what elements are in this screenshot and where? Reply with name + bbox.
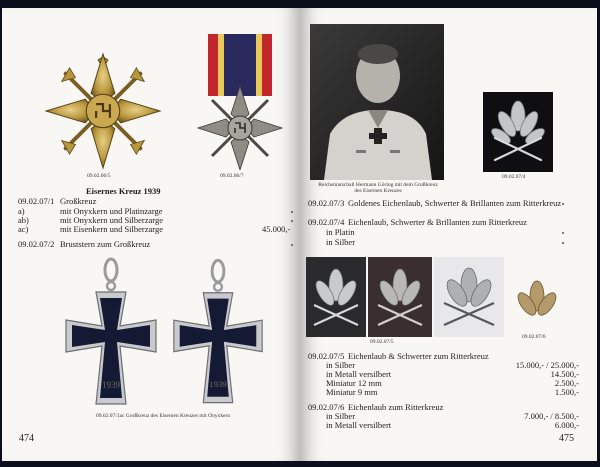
spanish-cross-ribbon-image [194, 32, 286, 170]
variant-label: ac) [18, 224, 29, 234]
bullet-dot [291, 244, 293, 246]
caption-spanish-cross-ribbon: 09.02.06/7 [220, 173, 244, 179]
bullet-dot [562, 232, 564, 234]
variant-label: a) [18, 206, 25, 216]
price-row-value: 6.000,- [554, 420, 579, 430]
entry-2-title: Bruststern zum Großkreuz [60, 239, 151, 249]
entry-5-title: Eichenlaub & Schwerter zum Ritterkreuz [348, 351, 489, 361]
entry-3-code: 09.02.07/3 [308, 198, 345, 208]
grand-cross-right-image [166, 256, 270, 408]
grand-cross-left-image [58, 256, 164, 408]
bullet-dot [562, 242, 564, 244]
entry-6-code: 09.02.07/6 [308, 402, 345, 412]
price-row-value: 7.000,- / 8.500,- [524, 411, 579, 421]
entry-4-title: Eichenlaub, Schwerter & Brillanten zum Ritterkreuz [348, 217, 527, 227]
caption-oakleaves-small: 09.02.07/6 [522, 334, 546, 340]
price-row-value: 1.500,- [554, 387, 579, 397]
bullet-dot [291, 220, 293, 222]
price-row-text: Miniatur 12 mm [326, 378, 382, 388]
price-row-value: 14.500,- [550, 369, 579, 379]
caption-oakleaves-top: 09.02.07/4 [502, 174, 526, 180]
variant-label: ab) [18, 215, 29, 225]
bullet-dot [562, 203, 564, 205]
cross-year-text: 1939 [209, 378, 227, 389]
price-row-text: in Silber [326, 360, 356, 370]
caption-goering: Reichsmarschall Hermann Göring mit dem Großkreuz des Eisernen Kreuzes [318, 182, 438, 195]
variant-text: mit Onyxkern und Platinzarge [60, 206, 163, 216]
section-heading: Eisernes Kreuz 1939 [86, 186, 161, 196]
entry-4-sub: in Platin [326, 227, 355, 237]
entry-5-code: 09.02.07/5 [308, 351, 345, 361]
oakleaves-swords-diamonds-image [483, 92, 553, 172]
spanish-cross-gold-image [44, 52, 162, 170]
oakleaves-photo-3 [434, 257, 504, 337]
entry-6-title: Eichenlaub zum Ritterkreuz [348, 402, 444, 412]
price-row-value: 2.500,- [554, 378, 579, 388]
entry-1-title: Großkreuz [60, 196, 97, 206]
entry-3-title: Goldenes Eichenlaub, Schwerter & Brillanten zum Ritterkreuz [348, 198, 562, 208]
oakleaves-small-image [510, 274, 564, 330]
right-page [300, 8, 597, 461]
entry-4-sub: in Silber [326, 237, 356, 247]
page-number-left: 474 [19, 433, 34, 444]
cross-year-text: 1939 [102, 380, 120, 390]
left-page [2, 8, 300, 461]
caption-grand-cross: 09.02.07/1ac Großkreuz des Eisernen Kreuzes mit Onyxkern [96, 413, 231, 419]
price-row-value: 15.000,- / 25.000,- [515, 360, 579, 370]
caption-spanish-cross-gold: 09.02.06/5 [87, 173, 111, 179]
entry-4-code: 09.02.07/4 [308, 217, 345, 227]
price-row-text: Miniatur 9 mm [326, 387, 378, 397]
price-row-text: in Silber [326, 411, 356, 421]
caption-oakleaves-row: 09.02.07/5 [370, 339, 394, 345]
entry-2-code: 09.02.07/2 [18, 239, 55, 249]
price-row-text: in Metall versilbert [326, 369, 392, 379]
entry-1-code: 09.02.07/1 [18, 196, 55, 206]
variant-text: mit Onyxkern und Silberzarge [60, 215, 164, 225]
price-row-text: in Metall versilbert [326, 420, 392, 430]
oakleaves-photo-1 [306, 257, 366, 337]
oakleaves-photo-2 [368, 257, 432, 337]
goering-portrait-photo [310, 24, 444, 180]
page-number-right: 475 [559, 433, 574, 444]
variant-text: mit Eisenkern und Silberzarge [60, 224, 163, 234]
bullet-dot [291, 211, 293, 213]
variant-price: 45.000,- [262, 224, 291, 234]
